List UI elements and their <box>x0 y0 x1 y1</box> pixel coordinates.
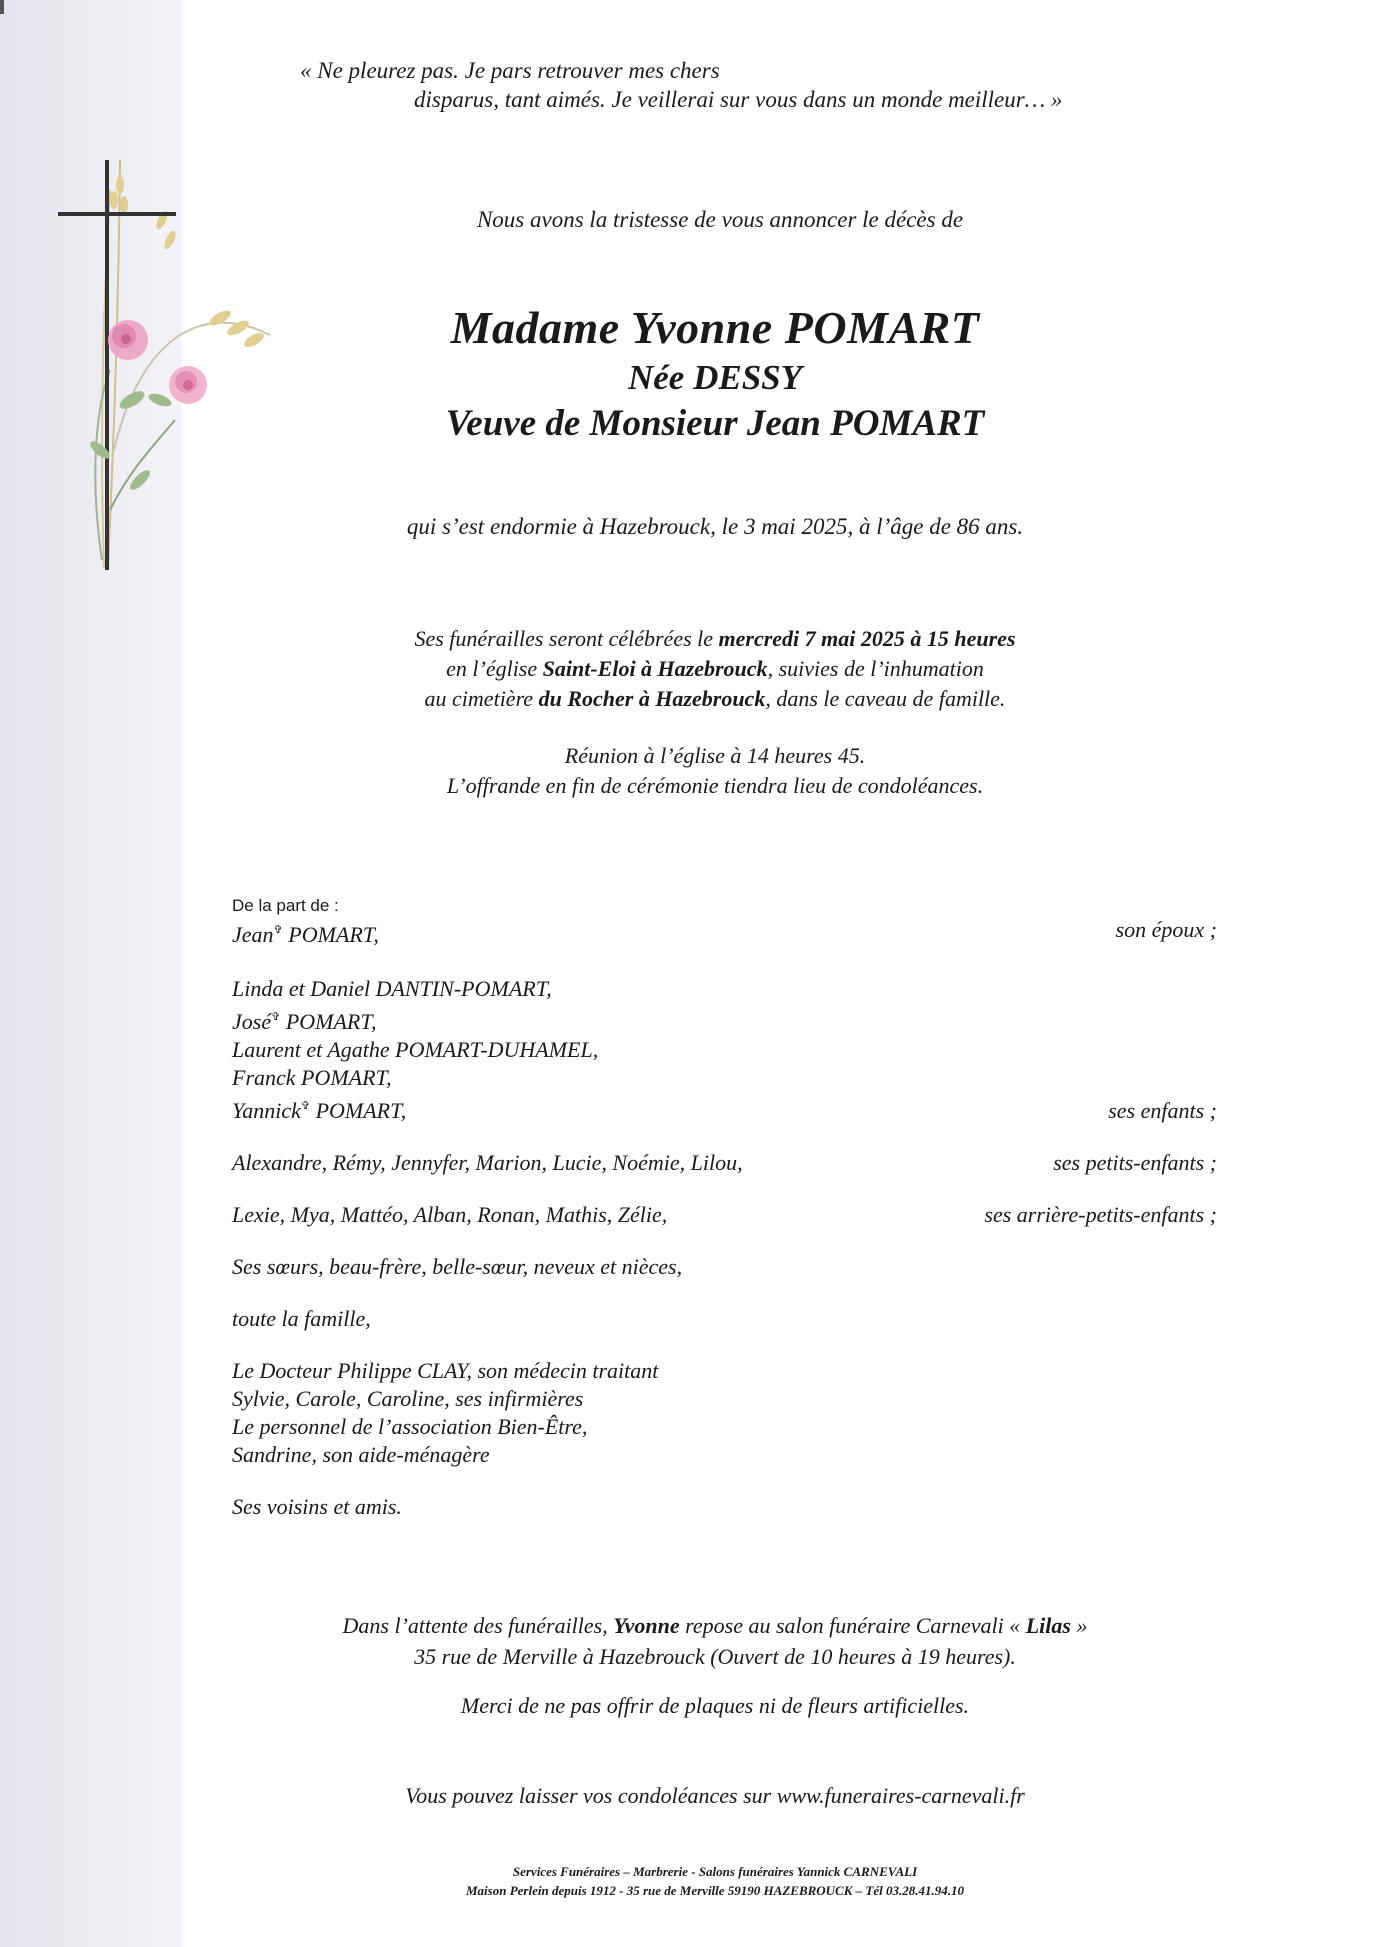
care-line-4: Sandrine, son aide-ménagère <box>232 1442 490 1467</box>
spouse-surname: POMART, <box>282 922 379 947</box>
spouse-relation: son époux ; <box>1115 917 1217 942</box>
funeral-line-1 <box>300 624 1130 654</box>
child-surname: POMART, <box>310 1098 407 1123</box>
meeting-info <box>300 741 1130 801</box>
epigraph-quote <box>300 56 1062 114</box>
care-line-1: Le Docteur Philippe CLAY, son médecin traitant <box>232 1358 659 1383</box>
announcement: Nous avons la tristesse de vous annoncer le décès de <box>476 207 964 232</box>
whole-family-row <box>232 1305 1217 1333</box>
from-label: De la part de : <box>232 896 339 915</box>
funeral-text: au cimetière <box>424 686 539 711</box>
spouse-name <box>232 916 379 949</box>
meeting-line-1: Réunion à l’église à 14 heures 45. <box>564 743 866 768</box>
deceased-cross-icon: ✞ <box>273 924 283 936</box>
death-notice: qui s’est endormie à Hazebrouck, le 3 mai 2025, à l’âge de 86 ans. <box>406 514 1024 539</box>
child-3: Laurent et Agathe POMART-DUHAMEL, <box>232 1037 599 1062</box>
care-team <box>232 1357 1217 1469</box>
funeral-text: , dans le caveau de famille. <box>765 686 1006 711</box>
children-row <box>232 975 1217 1125</box>
funeral-text: , suivies de l’inhumation <box>767 656 984 681</box>
grandchildren-names: Alexandre, Rémy, Jennyfer, Marion, Lucie, Noémie, Lilou, <box>232 1150 743 1175</box>
repose-text: repose au salon funéraire Carnevali « <box>679 1613 1026 1638</box>
grandchildren-relation: ses petits-enfants ; <box>1053 1150 1217 1175</box>
care-line-3: Le personnel de l’association Bien-Être, <box>232 1414 588 1439</box>
cemetery-name: du Rocher à Hazebrouck <box>538 686 766 711</box>
whole-family-text: toute la famille, <box>232 1306 371 1331</box>
spouse-first-name: Jean <box>232 922 274 947</box>
spouse-row <box>232 916 1217 949</box>
deceased-cross-icon: ✞ <box>300 1100 311 1112</box>
no-flowers-note: Merci de ne pas offrir de plaques ni de fleurs artificielles. <box>460 1693 970 1718</box>
deceased-cross-icon: ✞ <box>271 1011 281 1023</box>
deceased-block <box>300 300 1130 448</box>
salon-name: Lilas <box>1025 1613 1071 1638</box>
condolences-note: Vous pouvez laisser vos condoléances sur www.funeraires-carnevali.fr <box>405 1783 1025 1808</box>
great-grandchildren-row <box>232 1201 1217 1229</box>
funeral-date: mercredi 7 mai 2025 à 15 heures <box>718 626 1016 651</box>
meeting-line-2: L’offrande en fin de cérémonie tiendra lieu de condoléances. <box>446 773 984 798</box>
epigraph-line-2: disparus, tant aimés. Je veillerai sur vous dans un monde meilleur… » <box>414 87 1063 112</box>
church-name: Saint-Eloi à Hazebrouck <box>542 656 768 681</box>
great-grandchildren-names: Lexie, Mya, Mattéo, Alban, Ronan, Mathis, Zélie, <box>232 1202 668 1227</box>
widow-of: Veuve de Monsieur Jean POMART <box>445 403 985 444</box>
deceased-name: Madame Yvonne POMART <box>450 302 980 353</box>
repose-line-1 <box>300 1610 1130 1641</box>
footer <box>300 1862 1130 1900</box>
cross-with-roses-and-wheat-icon <box>40 150 280 580</box>
neighbours-text: Ses voisins et amis. <box>232 1494 402 1519</box>
funeral-details <box>300 624 1130 714</box>
child-1: Linda et Daniel DANTIN-POMART, <box>232 976 552 1001</box>
child-first-name: José <box>232 1009 272 1034</box>
great-grandchildren-relation: ses arrière-petits-enfants ; <box>984 1202 1217 1227</box>
children-relation: ses enfants ; <box>1108 1098 1217 1123</box>
child-surname: POMART, <box>280 1009 377 1034</box>
funeral-text: Ses funérailles seront célébrées le <box>414 626 719 651</box>
scan-edge-mark <box>0 0 4 14</box>
children-names <box>232 975 598 1125</box>
child-first-name: Yannick <box>232 1098 301 1123</box>
neighbours-row <box>232 1493 1217 1521</box>
maiden-name: Née DESSY <box>627 358 803 397</box>
repose-info <box>300 1610 1130 1672</box>
funeral-text: en l’église <box>446 656 543 681</box>
repose-text: » <box>1070 1613 1088 1638</box>
repose-text: Dans l’attente des funérailles, <box>342 1613 614 1638</box>
child-2 <box>232 1003 598 1036</box>
care-line-2: Sylvie, Carole, Caroline, ses infirmières <box>232 1386 584 1411</box>
siblings-row <box>232 1253 1217 1281</box>
family-list <box>232 895 1217 1521</box>
footer-line-1: Services Funéraires – Marbrerie - Salons funéraires Yannick CARNEVALI <box>512 1864 918 1879</box>
epigraph-line-1: « Ne pleurez pas. Je pars retrouver mes chers <box>300 58 720 83</box>
child-5 <box>232 1092 598 1125</box>
footer-line-2: Maison Perlein depuis 1912 - 35 rue de Merville 59190 HAZEBROUCK – Tél 03.28.41.94.10 <box>466 1883 964 1898</box>
funeral-line-3 <box>300 684 1130 714</box>
siblings-text: Ses sœurs, beau-frère, belle-sœur, neveux et nièces, <box>232 1254 683 1279</box>
funeral-line-2 <box>300 654 1130 684</box>
repose-line-2: 35 rue de Merville à Hazebrouck (Ouvert de 10 heures à 19 heures). <box>414 1644 1016 1669</box>
repose-first-name: Yvonne <box>613 1613 680 1638</box>
grandchildren-row <box>232 1149 1217 1177</box>
child-4: Franck POMART, <box>232 1065 392 1090</box>
